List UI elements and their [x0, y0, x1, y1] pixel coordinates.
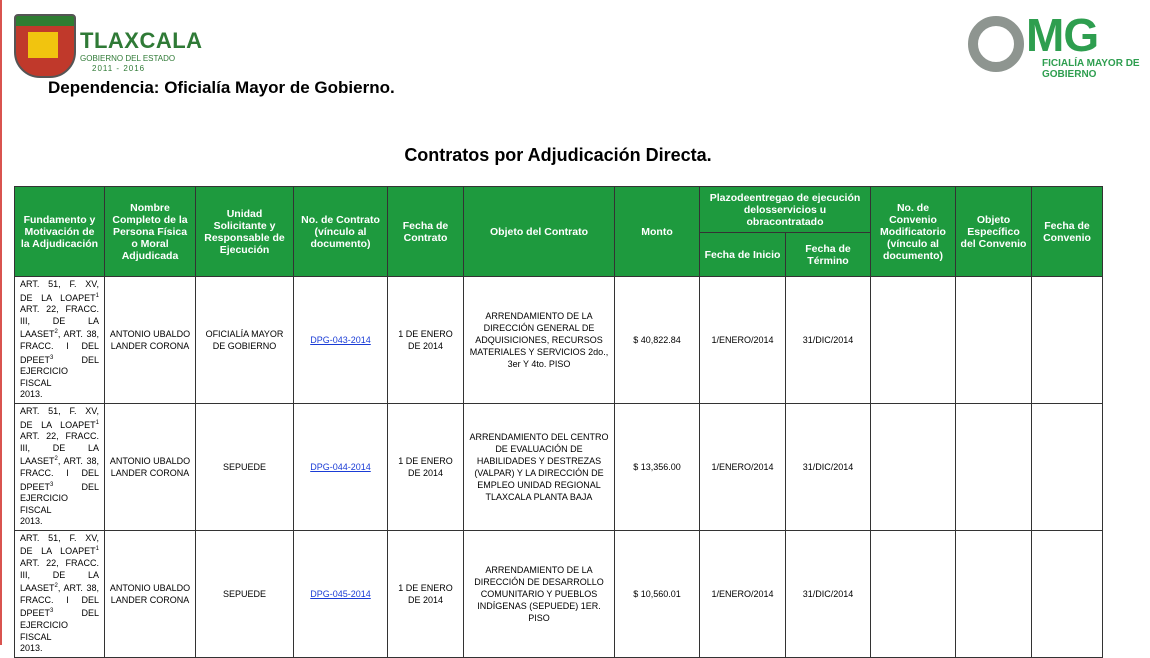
fund-line: ART. 22, FRACC. — [20, 304, 99, 315]
fund-line: FRACC. I DEL — [20, 340, 99, 351]
cell-inicio: 1/ENERO/2014 — [700, 277, 786, 404]
cell-objeto: ARRENDAMIENTO DE LA DIRECCIÓN GENERAL DE ADQUISICIONES, RECURSOS MATERIALES Y SERVICIOS 2do., 3er Y 4to. PISO — [464, 277, 615, 404]
header-fecha-convenio: Fecha de Convenio — [1032, 187, 1103, 277]
tlaxcala-logo-years: 2011 - 2016 — [92, 64, 146, 73]
cell-monto: $ 13,356.00 — [615, 403, 700, 530]
fund-line: 2013. — [20, 516, 43, 527]
cell-termino: 31/DIC/2014 — [786, 403, 871, 530]
fund-line: ART. 22, FRACC. — [20, 558, 99, 569]
fund-line: ART. 51, F. XV, — [20, 405, 99, 416]
cell-fecha: 1 DE ENERO DE 2014 — [388, 403, 464, 530]
cell-termino: 31/DIC/2014 — [786, 530, 871, 657]
header-objeto-convenio: Objeto Específico del Convenio — [956, 187, 1032, 277]
tlaxcala-logo — [14, 14, 203, 76]
tlaxcala-logo-subtitle: GOBIERNO DEL ESTADO — [80, 54, 176, 63]
cell-unidad: OFICIALÍA MAYOR DE GOBIERNO — [196, 277, 294, 404]
fund-line: DE LA LOAPET$^1$ — [20, 292, 99, 303]
fund-line: FRACC. I DEL — [20, 467, 99, 478]
header-contrato: No. de Contrato (vínculo al documento) — [294, 187, 388, 277]
header-nombre: Nombre Completo de la Persona Física o Moral Adjudicada — [105, 187, 196, 277]
contract-link[interactable]: DPG-044-2014 — [310, 461, 371, 472]
fund-line: LAASET$^2$, ART. 38, — [20, 329, 99, 340]
fund-line: ART. 51, F. XV, — [20, 279, 99, 289]
cell-objeto: ARRENDAMIENTO DE LA DIRECCIÓN DE DESARROLLO COMUNITARIO Y PUEBLOS INDÍGENAS (SEPUEDE) 1ER. PISO — [464, 530, 615, 657]
cell-objeto-convenio — [956, 403, 1032, 530]
fund-line: 2013. — [20, 389, 43, 400]
cell-fundamento — [15, 403, 105, 530]
header-fecha-termino: Fecha de Término — [786, 233, 871, 277]
fund-line: 2013. — [20, 643, 43, 654]
cell-nombre: ANTONIO UBALDO LANDER CORONA — [105, 277, 196, 404]
contract-link[interactable]: DPG-043-2014 — [310, 334, 371, 345]
cell-convenio — [871, 277, 956, 404]
fund-line: DE LA LOAPET$^1$ — [20, 546, 99, 557]
tlaxcala-logo-title: TLAXCALA — [80, 28, 203, 53]
table-row — [15, 277, 1103, 404]
cell-objeto-convenio — [956, 530, 1032, 657]
header-fecha-contrato: Fecha de Contrato — [388, 187, 464, 277]
header-objeto: Objeto del Contrato — [464, 187, 615, 277]
header-fecha-inicio: Fecha de Inicio — [700, 233, 786, 277]
cell-unidad: SEPUEDE — [196, 403, 294, 530]
contract-link[interactable]: DPG-045-2014 — [310, 588, 371, 599]
fund-line: ART. 22, FRACC. — [20, 431, 99, 442]
cell-fecha: 1 DE ENERO DE 2014 — [388, 277, 464, 404]
table-row — [15, 530, 1103, 657]
cell-contrato — [294, 277, 388, 404]
cell-objeto-convenio — [956, 277, 1032, 404]
page-title: Contratos por Adjudicación Directa. — [404, 145, 712, 165]
fund-line: DPEET$^3$ DEL — [20, 608, 99, 619]
fund-line: III, DE LA — [20, 569, 99, 580]
header-fundamento: Fundamento y Motivación de la Adjudicación — [15, 187, 105, 277]
cell-nombre: ANTONIO UBALDO LANDER CORONA — [105, 403, 196, 530]
cell-termino: 31/DIC/2014 — [786, 277, 871, 404]
fund-line: DE LA LOAPET$^1$ — [20, 419, 99, 430]
cell-fecha: 1 DE ENERO DE 2014 — [388, 530, 464, 657]
table-row — [15, 403, 1103, 530]
fund-line: DPEET$^3$ DEL — [20, 481, 99, 492]
cell-unidad: SEPUEDE — [196, 530, 294, 657]
cell-fundamento — [15, 277, 105, 404]
cell-contrato — [294, 530, 388, 657]
cell-fecha-convenio — [1032, 277, 1103, 404]
contracts-table — [14, 186, 1103, 658]
cell-contrato — [294, 403, 388, 530]
cell-fundamento — [15, 530, 105, 657]
header-unidad: Unidad Solicitante y Responsable de Ejecución — [196, 187, 294, 277]
cell-objeto: ARRENDAMIENTO DEL CENTRO DE EVALUACIÓN DE HABILIDADES Y DESTREZAS (VALPAR) Y LA DIRECCIÓN DE EMPLEO UNIDAD REGIONAL TLAXCALA PLANTA BAJA — [464, 403, 615, 530]
cell-convenio — [871, 530, 956, 657]
cell-inicio: 1/ENERO/2014 — [700, 403, 786, 530]
omg-logo-mark: MG — [1026, 9, 1099, 61]
fund-line: DPEET$^3$ DEL — [20, 354, 99, 365]
fund-line: EJERCICIO FISCAL — [20, 493, 69, 515]
header-monto: Monto — [615, 187, 700, 277]
fund-line: EJERCICIO FISCAL — [20, 366, 69, 388]
header-plazo: Plazodeentregao de ejecución delosservicios u obracontratado — [700, 187, 871, 233]
cell-convenio — [871, 403, 956, 530]
omg-logo-line2: GOBIERNO — [1042, 69, 1097, 80]
page-margin-line — [0, 0, 2, 645]
omg-o-icon — [968, 16, 1024, 72]
fund-line: LAASET$^2$, ART. 38, — [20, 583, 99, 594]
cell-inicio: 1/ENERO/2014 — [700, 530, 786, 657]
fund-line: III, DE LA — [20, 442, 99, 453]
cell-nombre: ANTONIO UBALDO LANDER CORONA — [105, 530, 196, 657]
omg-logo — [968, 9, 1140, 80]
coat-of-arms-icon — [14, 14, 76, 78]
fund-line: LAASET$^2$, ART. 38, — [20, 456, 99, 467]
fund-line: FRACC. I DEL — [20, 594, 99, 605]
fund-line: III, DE LA — [20, 315, 99, 326]
cell-monto: $ 40,822.84 — [615, 277, 700, 404]
omg-logo-line1: FICIALÍA MAYOR DE — [1042, 58, 1140, 69]
cell-fecha-convenio — [1032, 403, 1103, 530]
dependencia-label: Dependencia: Oficialía Mayor de Gobierno. — [48, 78, 395, 97]
fund-line: EJERCICIO FISCAL — [20, 620, 69, 642]
cell-fecha-convenio — [1032, 530, 1103, 657]
cell-monto: $ 10,560.01 — [615, 530, 700, 657]
header-convenio: No. de Convenio Modificatorio (vínculo al documento) — [871, 187, 956, 277]
fund-line: ART. 51, F. XV, — [20, 532, 99, 543]
